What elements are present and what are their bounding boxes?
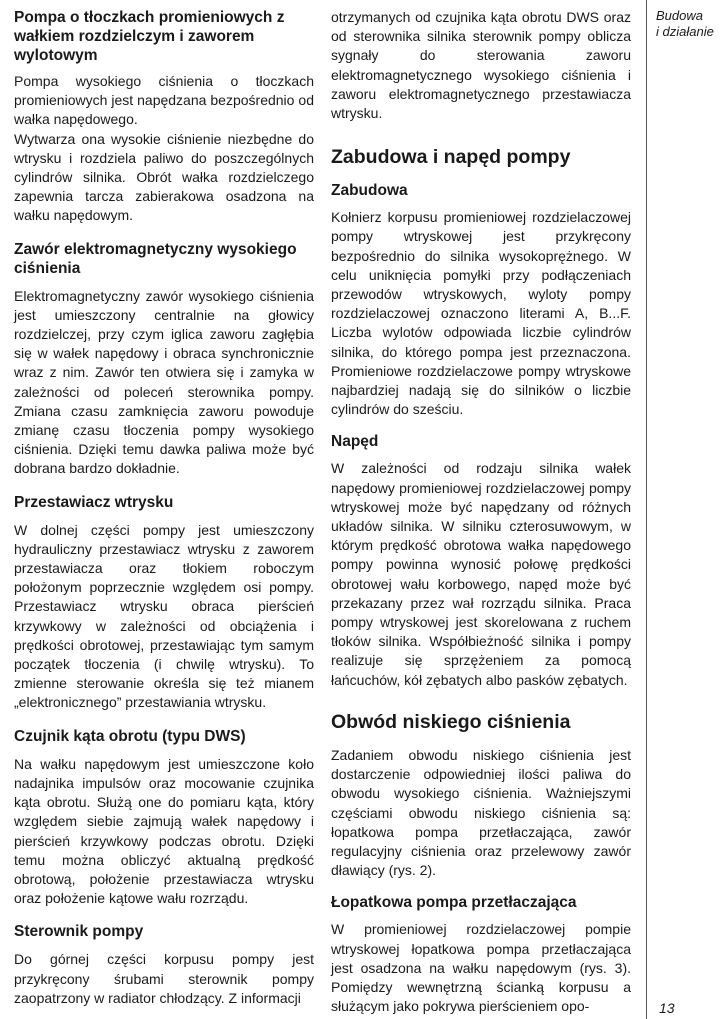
middle-column [331,0,631,1016]
para-sterownik: Do górnej części korpusu pompy jest przykręcony śrubami sterownik pompy zaopatrzony w radiator chłodzący. Z informacji [14,951,314,1006]
para-pompa-1: Pompa wysokiego ciśnienia o tłoczkach promieniowych jest napędzana bezpośrednio od wałka napędowego. [14,73,314,128]
para-zabudowa: Kołnierz korpusu promieniowej rozdzielaczowej pompy wtryskowej jest przykręcony bezpośrednio do silnika wysokoprężnego. W celu uniknięcia pomyłki przy podłączeniach przewodów wtryskowych, wyloty pompy rozdzielaczowej oznaczono literami A, B...F. Liczba wylotów odpowiada liczbie cylindrów silnika, do którego pompa jest przeznaczona. Promieniowe rozdzielaczowe pompy wtryskowe najbardziej nadają się do silników o liczbie cylindrów do sześciu. [331,209,631,418]
para-naped: W zależności od rodzaju silnika wałek napędowy promieniowej rozdzielaczowej pompy wtryskowej może być napędzany od różnych układów silnika. W silniku czterosuwowym, w którym prędkość obrotowa wałka napędowego pompy powinna wynosić połowę prędkości obrotowej wału korbowego, napęd może być przekazany przez wał rozrządu silnika. Praca pompy wtryskowej jest skorelowana z ruchem tłoków silnika. Współbieżność silnika i pompy realizuje się sprzężeniem za pomocą łańcuchów, kół zębatych albo pasków zębatych. [331,460,631,688]
left-column [14,0,314,1008]
heading-zabudowa-naped: Zabudowa i napęd pompy [331,146,571,169]
para-lopatkowa: W promieniowej rozdzielaczowej pompie wtryskowej łopatkowa pompa przetłaczająca jest osadzona na wałku napędowym (rys. 3). Pomiędzy wewnętrzną ścianką korpusu a służącym jako pokrywa pierścieniem opo- [331,921,631,1015]
heading-przestawiacz: Przestawiacz wtrysku [14,493,174,511]
para-pompa-2: Wytwarza ona wysokie ciśnienie niezbędne do wtrysku i rozdziela paliwo do poszczególnych cylindrów silnika. Obrót wałka rozdzielczego zapewnia tarcza zabierakowa osadzona na wałku napędowym. [14,130,314,224]
page-number: 13 [659,1000,675,1016]
para-czujnik: Na wałku napędowym jest umieszczone koło nadajnika impulsów oraz mocowanie czujnika kąta obrotu. Służą one do pomiaru kąta, który względem siebie zajmują wałek napędowy i pierścień krzywkowy podczas obrotu. Dzięki temu można obliczyć aktualną prędkość obrotową, położenie przestawiacza wtrysku oraz położenie kątowe wału rozrządu. [14,755,314,907]
para-continued: otrzymanych od czujnika kąta obrotu DWS oraz od sterownika silnika sterownik pompy oblicza sygnały do sterowania zaworu elektromagnetycznego wysokiego ciśnienia i zaworu elektromagnetycznego przestawiacza wtrysku. [331,9,631,122]
heading-pompa: Pompa o tłoczkach promieniowych z wałkiem rozdzielczym i zaworem wylotowym [14,9,285,64]
section-label-line1: Budowa [656,8,703,23]
heading-lopatkowa: Łopatkowa pompa przetłaczająca [331,894,577,912]
heading-sterownik: Sterownik pompy [14,923,144,941]
para-obwod: Zadaniem obwodu niskiego ciśnienia jest dostarczenie odpowiedniej ilości paliwa do obwodu wysokiego ciśnienia. Ważniejszymi częściami obwodu niskiego ciśnienia są: łopatkowa pompa przetłaczająca, zawór regulacyjny ciśnienia oraz przelewowy zawór dławiący (rys. 2). [331,746,631,879]
heading-czujnik: Czujnik kąta obrotu (typu DWS) [14,727,246,745]
section-label [647,8,726,40]
para-przestawiacz: W dolnej części pompy jest umieszczony hydrauliczny przestawiacz wtrysku z zaworem przestawiacza oraz tłokiem roboczym położonym poprzecznie względem osi pompy. Przestawiacz wtrysku obraca pierścień krzywkowy w zależności od obciążenia i prędkości obrotowej, przestawiając tym samym początek tłoczenia (i chwilę wtrysku). To zmienne sterowanie określa się też mianem „elektronicznego” przestawiania wtrysku. [14,521,314,711]
heading-zabudowa: Zabudowa [331,182,408,200]
right-margin-sidebar [646,0,726,1019]
heading-naped: Napęd [331,433,379,451]
heading-zawor: Zawór elektromagnetyczny wysokiego ciśnienia [14,240,297,277]
heading-obwod: Obwód niskiego ciśnienia [331,710,571,733]
section-label-line2: i działanie [656,24,714,39]
para-zawor: Elektromagnetyczny zawór wysokiego ciśnienia jest umieszczony centralnie na głowicy rozdzielczej, przy czym iglica zaworu zagłębia się w wałek napędowy i obraca synchronicznie wraz z nim. Zawór ten otwiera się i zamyka w zależności od poleceń sterownika pompy. Zmiana czasu zamknięcia zaworu powoduje zmianę czasu tłoczenia pompy wysokiego ciśnienia. Dzięki temu dawka paliwa może być dobrana bardzo dokładnie. [14,287,314,477]
